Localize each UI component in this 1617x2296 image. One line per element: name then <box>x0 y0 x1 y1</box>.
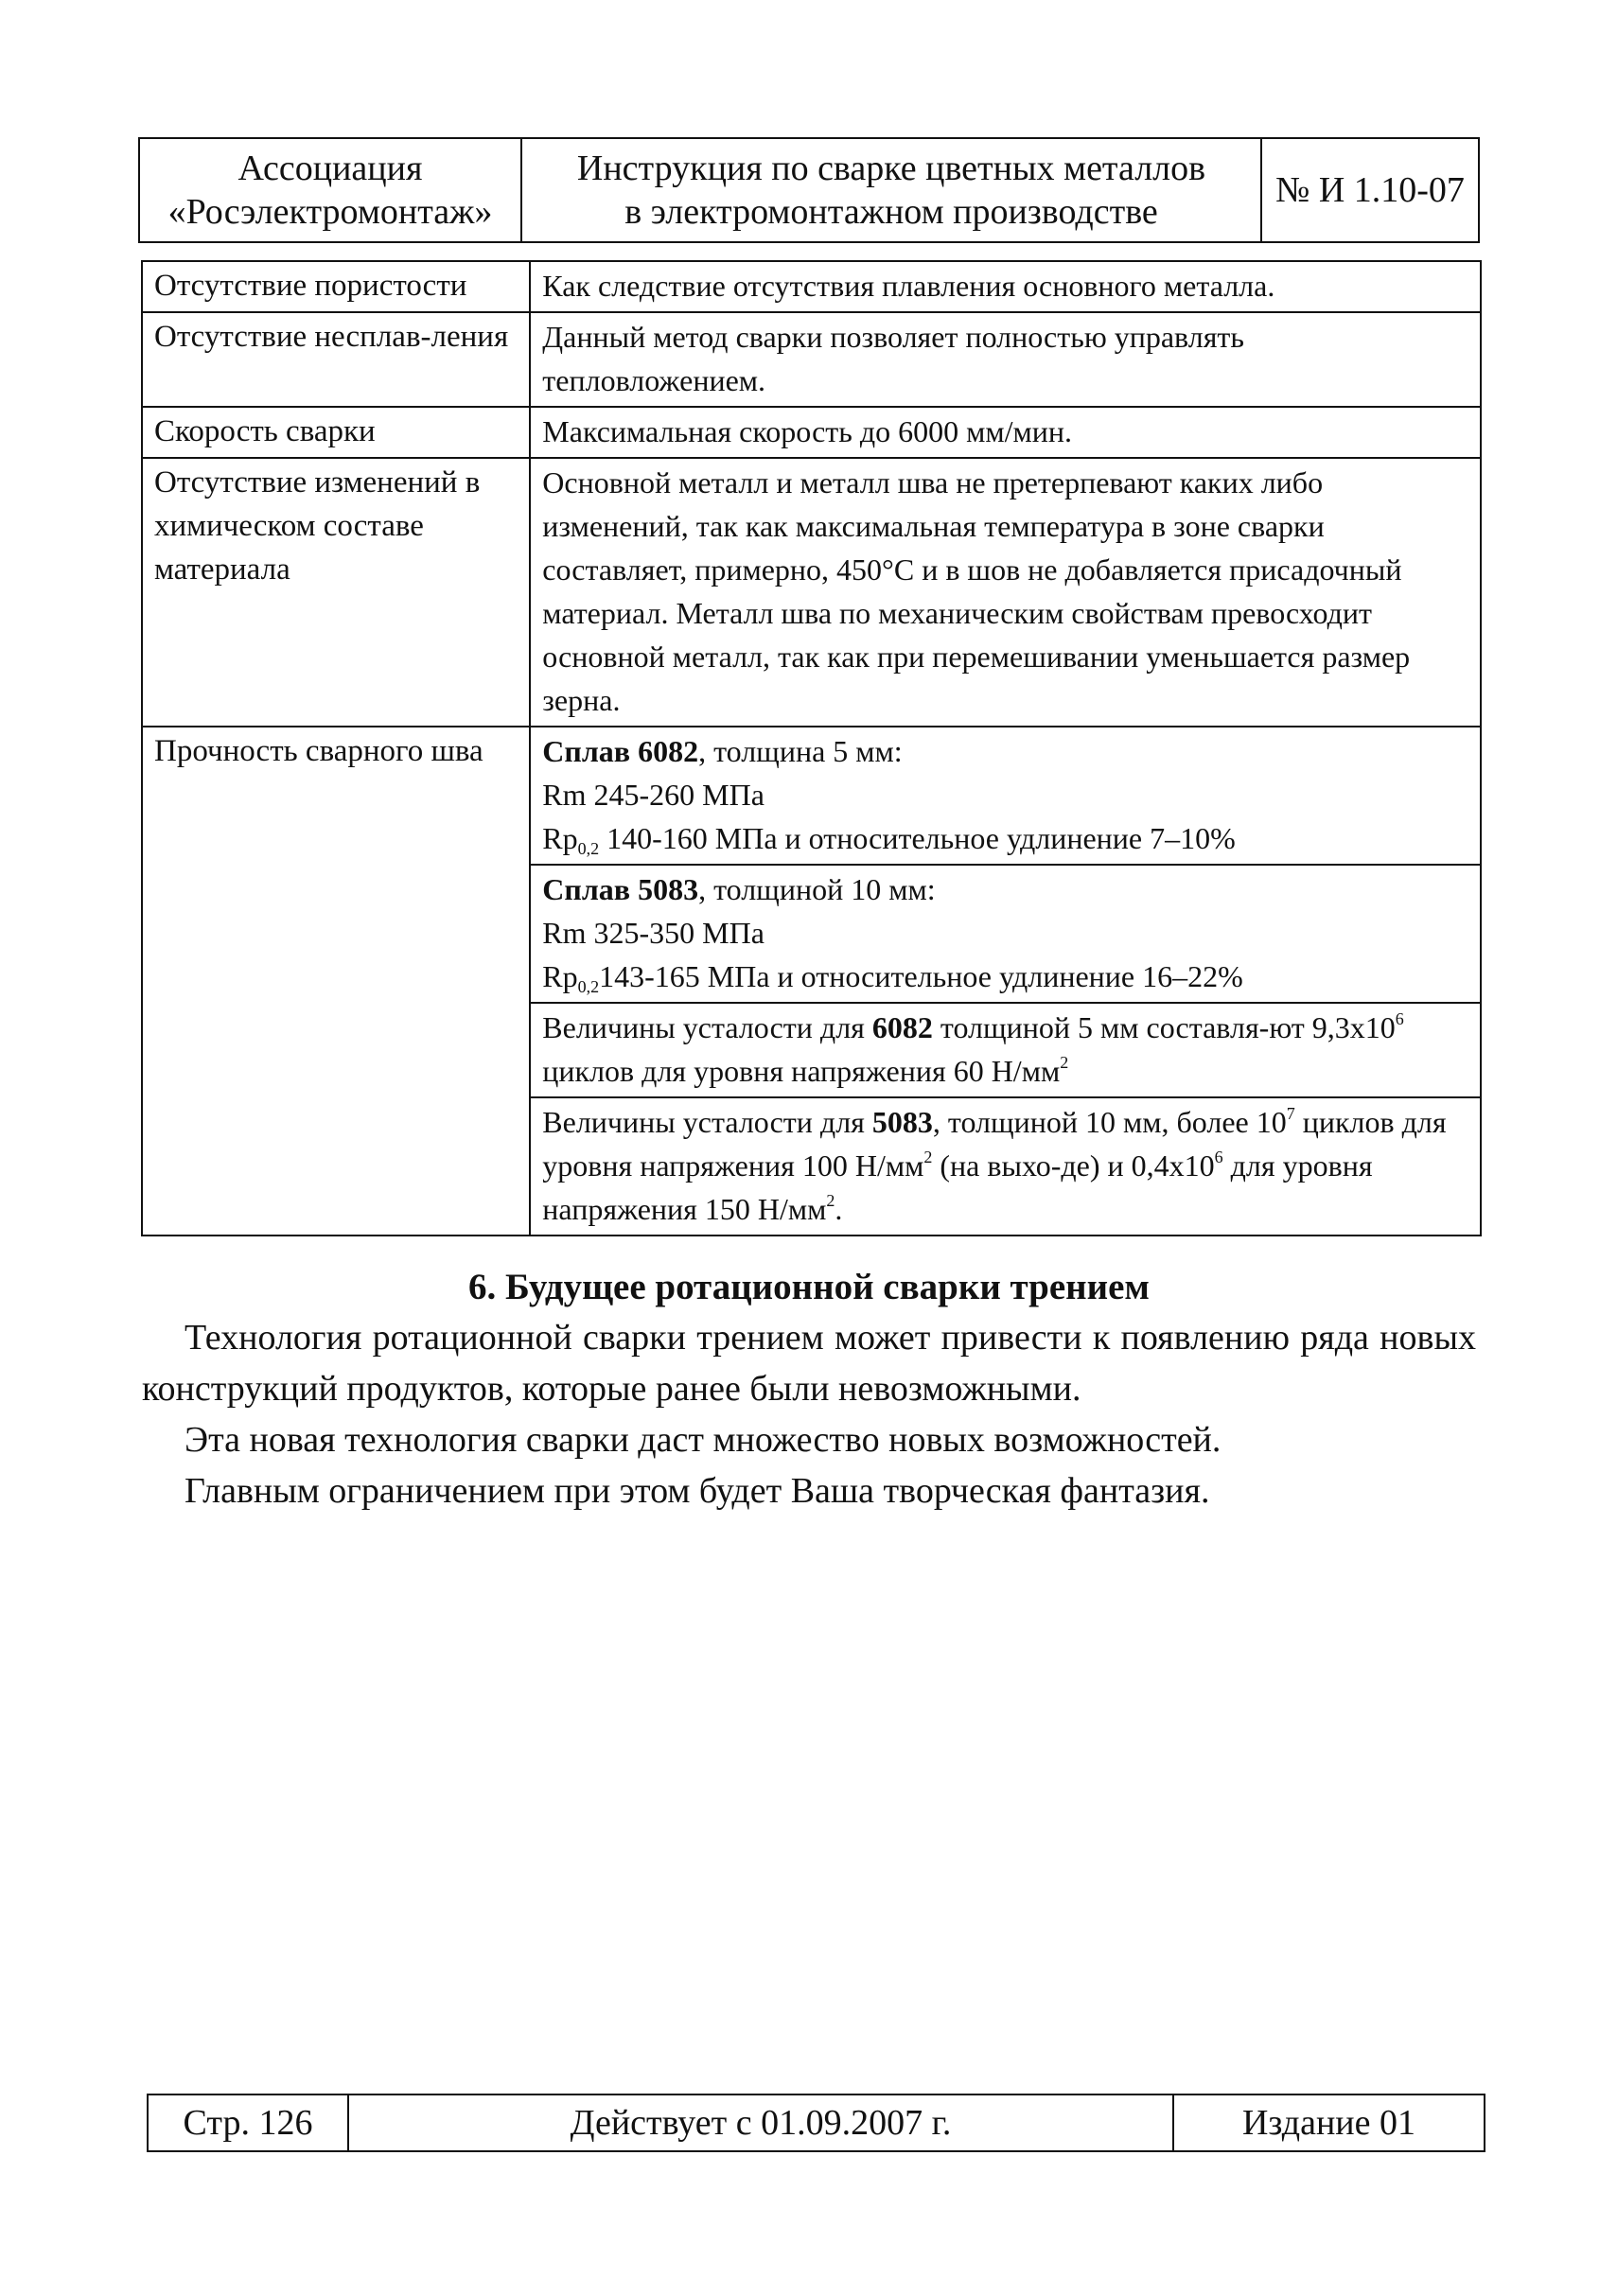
alloy-name: 5083 <box>871 1105 933 1139</box>
table-row <box>142 407 1481 458</box>
effective-date: Действует с 01.09.2007 г. <box>348 2094 1173 2151</box>
alloy-name: 6082 <box>871 1010 933 1044</box>
paragraph: Главным ограничением при этом будет Ваша творческая фантазия. <box>185 1471 1210 1511</box>
value-cell-fatigue-6082 <box>530 1003 1481 1097</box>
value-cell: Основной металл и металл шва не претерпевают каких либо изменений, так как максимальная температура в зоне сварки составляет, примерно, 450°С и в шов не добавляется присадочный материал. Металл шва по механическим свойствам превосходит основной металл, так как при перемешивании уменьшается размер зерна. <box>530 458 1481 727</box>
paragraph: Технология ротационной сварки трением может привести к появлению ряда новых конструкций продуктов, которые ранее были невозможными. <box>142 1318 1476 1409</box>
exponent: 2 <box>826 1191 835 1210</box>
alloy-thickness: , толщиной 10 мм: <box>698 872 936 906</box>
property-cell: Отсутствие изменений в химическом составе материала <box>142 458 530 727</box>
organization-line-2: «Росэлектромонтаж» <box>167 192 493 232</box>
tensile-strength: Rm 245-260 МПа <box>542 778 765 812</box>
property-cell: Скорость сварки <box>142 407 530 458</box>
alloy-name: Сплав 6082 <box>542 734 699 768</box>
fatigue-text: толщиной 5 мм составля-ют 9,3х10 <box>932 1010 1396 1044</box>
fatigue-text: циклов для уровня напряжения 60 Н/мм <box>542 1054 1061 1088</box>
fatigue-text: Величины усталости для <box>542 1105 872 1139</box>
properties-table <box>141 260 1482 1236</box>
edition: Издание 01 <box>1173 2094 1485 2151</box>
document-number: № И 1.10-07 <box>1261 138 1479 242</box>
yield-value: 143-165 МПа и относительное удлинение 16–22% <box>599 959 1243 993</box>
yield-subscript: 0,2 <box>577 977 600 996</box>
exponent: 2 <box>1060 1053 1069 1072</box>
value-cell: Максимальная скорость до 6000 мм/мин. <box>530 407 1481 458</box>
exponent: 7 <box>1286 1104 1295 1123</box>
property-cell: Прочность сварного шва <box>142 727 530 1236</box>
document-header <box>138 137 1480 243</box>
fatigue-text: . <box>835 1192 843 1226</box>
exponent: 2 <box>923 1148 933 1166</box>
page-number: Стр. 126 <box>148 2094 348 2151</box>
yield-label: Rp <box>542 821 578 855</box>
document-title-cell <box>521 138 1261 242</box>
value-cell: Как следствие отсутствия плавления основного металла. <box>530 261 1481 312</box>
table-row <box>142 261 1481 312</box>
fatigue-text: Величины усталости для <box>542 1010 872 1044</box>
value-cell-alloy-5083 <box>530 865 1481 1003</box>
fatigue-text: для уровня напряжения 150 Н/мм <box>542 1148 1373 1226</box>
tensile-strength: Rm 325-350 МПа <box>542 916 765 950</box>
section-heading: 6. Будущее ротационной сварки трением <box>468 1267 1150 1307</box>
table-row <box>142 727 1481 865</box>
section-future <box>142 1263 1476 1516</box>
yield-subscript: 0,2 <box>577 839 600 858</box>
value-cell: Данный метод сварки позволяет полностью управлять тепловложением. <box>530 312 1481 407</box>
alloy-name: Сплав 5083 <box>542 872 699 906</box>
yield-value: 140-160 МПа и относительное удлинение 7–10% <box>599 821 1236 855</box>
exponent: 6 <box>1214 1148 1223 1166</box>
fatigue-text: циклов для уровня напряжения 100 Н/мм <box>542 1105 1447 1183</box>
property-cell: Отсутствие пористости <box>142 261 530 312</box>
yield-label: Rp <box>542 959 578 993</box>
table-row <box>142 312 1481 407</box>
fatigue-text: , толщиной 10 мм, более 10 <box>932 1105 1287 1139</box>
value-cell-fatigue-5083 <box>530 1097 1481 1236</box>
exponent: 6 <box>1395 1009 1404 1028</box>
document-title-line-1: Инструкция по сварке цветных металлов <box>576 149 1206 188</box>
table-row <box>142 458 1481 727</box>
alloy-thickness: , толщина 5 мм: <box>698 734 903 768</box>
paragraph: Эта новая технология сварки даст множество новых возможностей. <box>185 1420 1222 1460</box>
value-cell-alloy-6082 <box>530 727 1481 865</box>
property-cell: Отсутствие несплав-ления <box>142 312 530 407</box>
document-title-line-2: в электромонтажном производстве <box>624 192 1158 232</box>
organization-cell <box>139 138 521 242</box>
document-footer <box>147 2094 1485 2152</box>
fatigue-text: (на выхо-де) и 0,4х10 <box>932 1148 1215 1183</box>
organization-line-1: Ассоциация <box>237 149 423 188</box>
